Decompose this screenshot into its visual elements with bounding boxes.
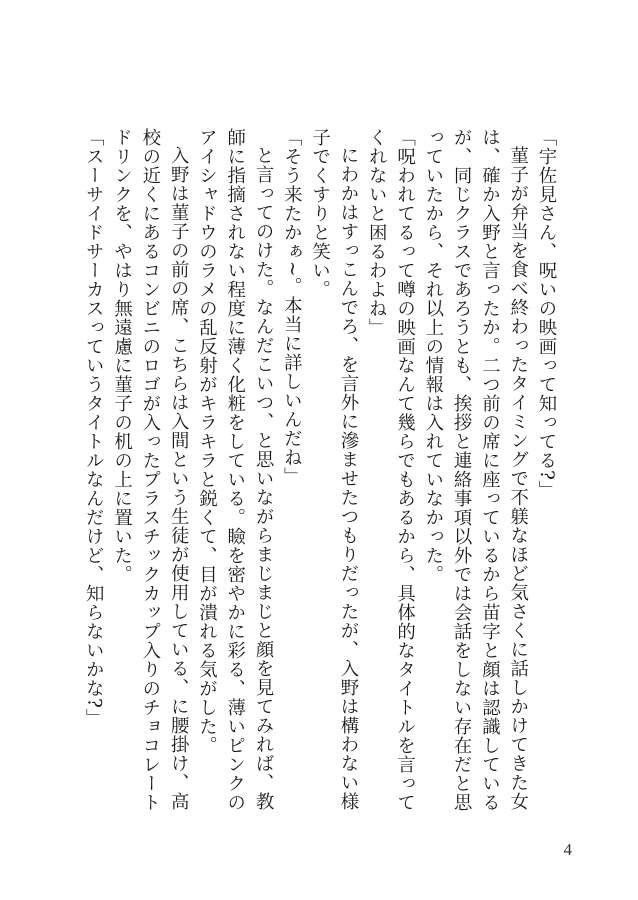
paragraph-dialogue-4: 「スーサイドサーカスっていうタイトルなんだけど、知らないかな?」 [83, 128, 105, 728]
paragraph-dialogue-1: 「宇佐見さん、呪いの映画って知ってる?」 [536, 128, 557, 500]
paragraph-dialogue-3: 「そう来たかぁ~。本当に詳しいんだね」 [281, 128, 303, 487]
paragraph-dialogue-2: 「呪われてるって噂の映画なんて幾らでもあるから、具体的なタイトルを言ってくれないと困るわよね」 [366, 128, 416, 812]
paragraph-narration-4: 入野は菫子の前の席、こちらは入間という生徒が使用している、に腰掛け、高校の近くにあるコンビニのロゴが入ったプラスチックカップ入りのチョコレートドリンクを、やはり無遠慮に菫子の机の上に置いた。 [111, 128, 190, 812]
page-number: 4 [563, 840, 572, 859]
paragraph-narration-1: 菫子が弁当を食べ終わったタイミングで不躾なほど気さくに話しかけてきた女は、確か入野と言ったか。二つ前の席に座っているから苗字と顔は認識しているが、同じクラスであろうとも、挨拶と連絡事項以外では会話をしない存在だと思っていたから、それ以上の情報は入れていなかった。 [422, 128, 529, 812]
paragraph-narration-2: にわかはすっこんでろ、を言外に滲ませたつもりだったが、入野は構わない様子でくすりと笑い。 [309, 128, 359, 812]
vertical-text-body [79, 128, 560, 818]
paragraph-narration-3: と言ってのけた。なんだこいつ、と思いながらまじまじと顔を見てみれば、教師に指摘されない程度に薄く化粧をしている。瞼を密やかに彩る、薄いピンクのアイシャドウのラメの乱反射がキラキラと鋭くて、目が潰れる気がした。 [196, 128, 275, 812]
